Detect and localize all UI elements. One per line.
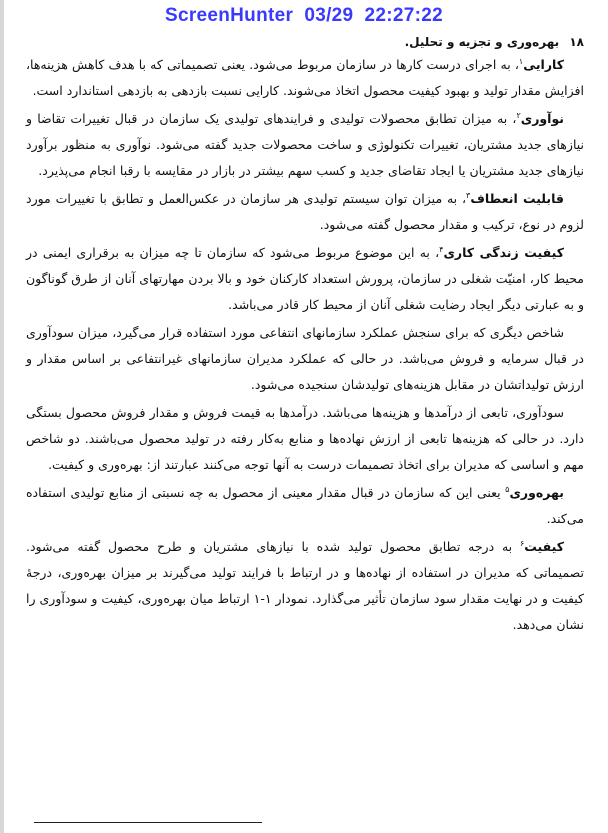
footnote-marker: ۳ bbox=[466, 190, 471, 200]
footnote-marker: ۵ bbox=[505, 484, 510, 494]
paragraph bbox=[26, 400, 584, 478]
paragraph-text: ، به اجرای درست کارها در سازمان مربوط می‌شود. یعنی تصمیماتی که با هدف کاهش هزینه‌ها، افزایش مقدار تولید و بهبود کیفیت محصول اتخاذ می‌شوند. کارایی نسبت بازدهی به بازدهی استاندارد است. bbox=[26, 57, 584, 98]
paragraph bbox=[26, 480, 584, 532]
paragraph-text: سودآوری، تابعی از درآمدها و هزینه‌ها می‌باشد. درآمدها به قیمت فروش و مقدار فروش محصول بستگی دارد. در حالی که هزینه‌ها تابعی از ارزش نهاده‌ها و منابع به‌کار رفته در تولید محصول می‌باشند. دو شاخص مهم و اساسی که مدیران برای اتخاذ تصمیمات درست به آنها توجه می‌کنند عبارتند از: بهره‌وری و کیفیت. bbox=[26, 405, 584, 472]
paragraph-text: ، به میزان تطابق محصولات تولیدی و فرایندهای تولیدی یک سازمان در قبال تغییرات تقاضا و نیازهای جدید مشتریان، تغییرات تکنولوژی و ساخت محصولات جدید گفته می‌شود. نوآوری به منظور برآورد نیازهای جدید مشتریان یا ایجاد تقاضای جدید و کسب سهم بیشتر در بازار در مقایسه با رقبا انجام می‌پذیرد. bbox=[26, 111, 584, 178]
defined-term: قابلیت انعطاف bbox=[470, 191, 564, 206]
defined-term: بهره‌وری bbox=[509, 485, 564, 500]
window-left-border bbox=[0, 0, 4, 833]
footnote-marker: ۲ bbox=[516, 110, 521, 120]
footnote-separator bbox=[34, 822, 262, 823]
paragraph bbox=[26, 240, 584, 318]
defined-term: کارایی bbox=[523, 57, 564, 72]
footnote-marker: ۴ bbox=[439, 244, 444, 254]
defined-term: کیفیت bbox=[524, 539, 564, 554]
running-head bbox=[26, 32, 584, 52]
paragraph-text: یعنی این که سازمان در قبال مقدار معینی از محصول به چه نسبتی از منابع تولیدی استفاده می‌کند. bbox=[26, 485, 584, 526]
body-text bbox=[26, 52, 584, 638]
running-head-title: بهره‌وری و تجزیه و تحلیل. bbox=[404, 35, 560, 49]
book-page bbox=[26, 32, 584, 827]
footnote-marker: ۶ bbox=[519, 538, 525, 548]
screenhunter-watermark: ScreenHunter 03/29 22:27:22 bbox=[164, 5, 443, 26]
defined-term: نوآوری bbox=[520, 111, 564, 126]
paragraph-text: ، به این موضوع مربوط می‌شود که سازمان تا چه میزان به برقراری ایمنی در محیط کار، امنیّت شغلی در سازمان، پرورش استعداد کارکنان خود و بالا بردن مهارتهای آنان از طرق گوناگون و به عبارتی دیگر ایجاد رضایت شغلی آنان از محیط کار قادر می‌باشد. bbox=[26, 245, 584, 312]
paragraph-text: شاخص دیگری که برای سنجش عملکرد سازمانهای انتفاعی مورد استفاده قرار می‌گیرد، میزان سودآوری در قبال سرمایه و فروش می‌باشد. در حالی که عملکرد مدیران سازمانهای غیرانتفاعی بر اساس مقدار و ارزش تولیداتشان در مقابل هزینه‌های تولیدشان سنجیده می‌شود. bbox=[26, 325, 584, 392]
page-number: ۱۸ bbox=[569, 35, 584, 49]
paragraph bbox=[26, 534, 584, 638]
paragraph bbox=[26, 52, 584, 104]
paragraph bbox=[26, 186, 584, 238]
paragraph bbox=[26, 106, 584, 184]
footnote-marker: ۱ bbox=[518, 56, 524, 66]
paragraph bbox=[26, 320, 584, 398]
paragraph-text: ، به میزان توان سیستم تولیدی هر سازمان در عکس‌العمل و تطابق با تغییرات مورد لزوم در نوع، ترکیب و مقدار محصول گفته می‌شود. bbox=[26, 191, 584, 232]
paragraph-text: به درجه تطابق محصول تولید شده با نیازهای مشتریان و طرح محصول گفته می‌شود. تصمیماتی که مدیران در استفاده از نهاده‌ها و در ارتباط با فرایند تولید می‌گیرند بر میزان بهره‌وری، درجهٔ کیفیت و در نهایت مقدار سود سازمان تأثیر می‌گذارد. نمودار ۱-۱ ارتباط میان بهره‌وری، کیفیت و سودآوری را نشان می‌دهد. bbox=[26, 539, 584, 632]
defined-term: کیفیت زندگی کاری bbox=[443, 245, 564, 260]
